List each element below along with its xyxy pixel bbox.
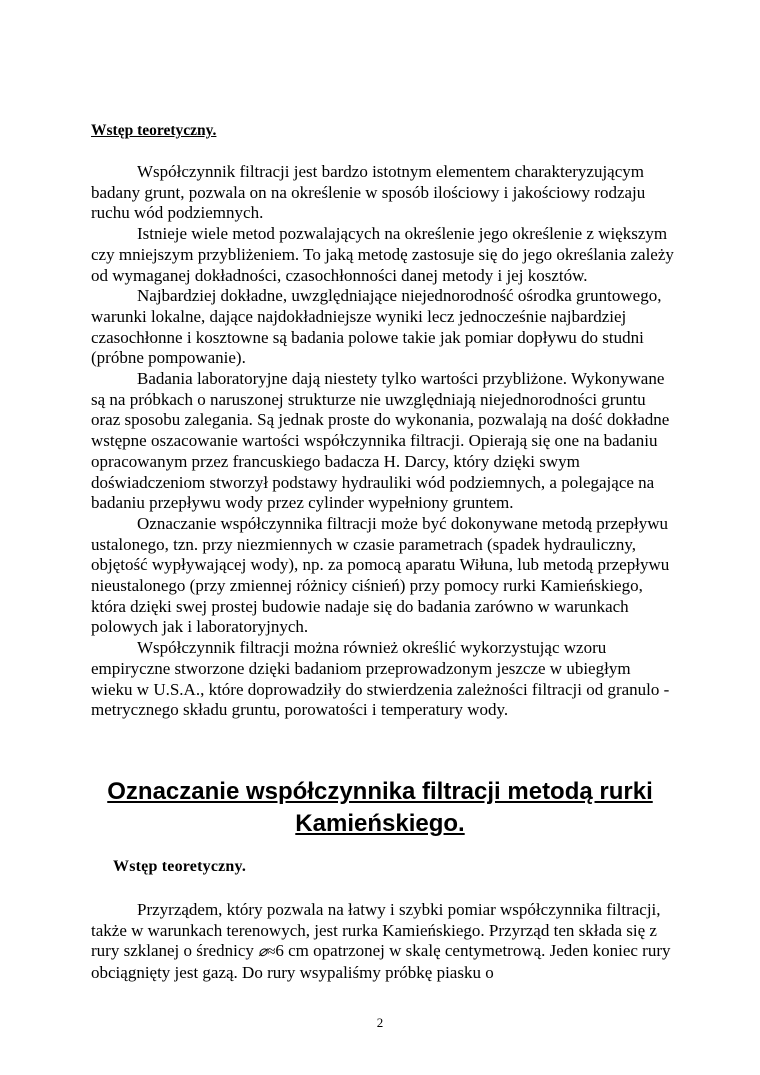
- section-heading-method: Wstęp teoretyczny.: [113, 858, 247, 875]
- paragraph: Badania laboratoryjne dają niestety tylko wartości przybliżone. Wykonywane są na próbkach o naruszonej strukturze nie uwzględniają niejednorodności gruntu oraz sposobu zalegania. Są jednak proste do wykonania, pozwalają na dość dokładne wstępne oszacowanie wartości współczynnika filtracji. Opierają się one na badaniu opracowanym przez francuskiego badacza H. Darcy, który dzięki swym doświadczeniom stworzył podstawy hydrauliki wód podziemnych, a polegające na badaniu przepływu wody przez cylinder wypełniony gruntem.: [91, 369, 670, 513]
- title-line-1: Oznaczanie współczynnika filtracji metodą rurki: [107, 778, 653, 805]
- page-title: [60, 776, 700, 840]
- paragraph: Współczynnik filtracji można również określić wykorzystując wzoru empiryczne stworzone dzięki badaniom przeprowadzonym jeszcze w ubiegłym wieku w U.S.A., które doprowadziły do stwierdzenia zależności filtracji od granulo - metrycznego składu gruntu, porowatości i temperatury wody.: [91, 638, 670, 720]
- paragraph: Najbardziej dokładne, uwzględniające niejednorodność ośrodka gruntowego, warunki lokalne, dające najdokładniejsze wyniki lecz jednocześnie najbardziej czasochłonne i kosztowne są badania polowe takie jak pomiar dopływu do studni (próbne pompowanie).: [91, 286, 662, 368]
- section-heading-intro: Wstęp teoretyczny.: [91, 122, 217, 139]
- paragraph: [91, 900, 676, 984]
- paragraph: Współczynnik filtracji jest bardzo istotnym elementem charakteryzującym badany grunt, pozwala on na określenie w sposób ilościowy i jakościowy rodzaju ruchu wód podziemnych.: [91, 162, 646, 223]
- paragraph: Istnieje wiele metod pozwalających na określenie jego określenie z większym czy mniejszym przybliżeniem. To jaką metodę zastosuje się do jego określania zależy od wymaganej dokładności, czasochłonności danej metody i jej kosztów.: [91, 224, 674, 285]
- method-body: [91, 900, 676, 984]
- paragraph: Oznaczanie współczynnika filtracji może być dokonywane metodą przepływu ustalonego, tzn. przy niezmiennych w czasie parametrach (spadek hydrauliczny, objętość wypływającej wody), np. za pomocą aparatu Wiłuna, lub metodą przepływu nieustalonego (przy zmiennej różnicy ciśnień) przy pomocy rurki Kamieńskiego, która dzięki swej prostej budowie nadaje się do badania zarówno w warunkach polowych jak i laboratoryjnych.: [91, 513, 670, 637]
- intro-body: [91, 162, 676, 721]
- paragraph-text: 6 cm opatrzonej w skalę centymetrową. Jeden koniec rury obciągnięty jest gazą. Do rury wsypaliśmy próbkę piasku o: [91, 941, 671, 983]
- title-line-2: Kamieńskiego.: [295, 810, 465, 837]
- page-number: 2: [376, 1015, 384, 1030]
- diameter-symbol: ⌀≈: [258, 944, 276, 961]
- paragraph-text: Przyrządem, który pozwala na łatwy i szybki pomiar współczynnika filtracji, także w warunkach terenowych, jest rurka Kamieńskiego. Przyrząd ten składa się z rury szklanej o średnicy: [91, 900, 661, 961]
